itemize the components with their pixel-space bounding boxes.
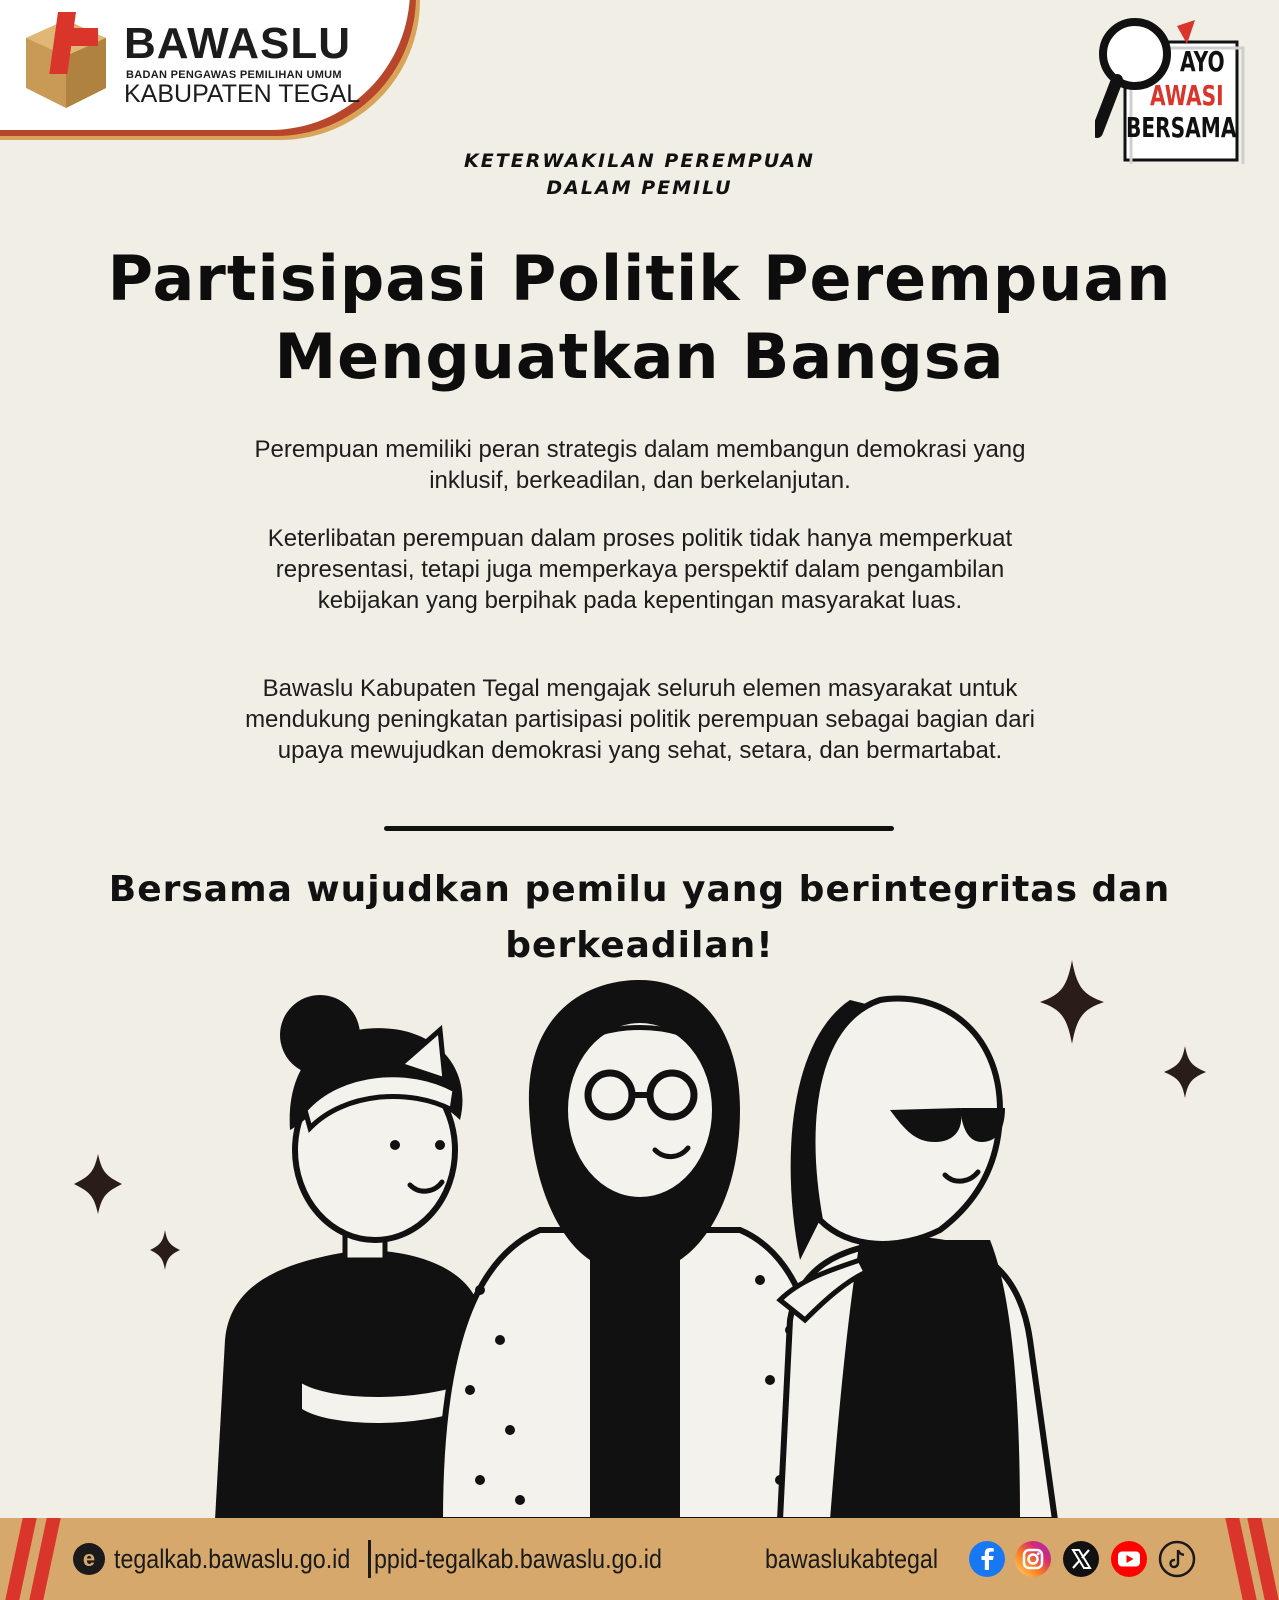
body-paragraph: Bawaslu Kabupaten Tegal mengajak seluruh elemen masyarakat untuk mendukung peningkatan partisipasi politik perempuan sebagai bagian dari upaya mewujudkan demokrasi yang sehat, setara, dan bermartabat. [245, 675, 1035, 764]
page-title-line: Menguatkan Bangsa [274, 320, 1005, 393]
footer [0, 1518, 1279, 1600]
x-icon[interactable] [1062, 1540, 1100, 1578]
tagline-line-3: BERSAMA [1126, 111, 1237, 144]
kicker-line: KETERWAKILAN PEREMPUAN [464, 150, 815, 172]
kicker-line: DALAM PEMILU [546, 177, 733, 199]
svg-text:e: e [82, 1546, 96, 1571]
woman-right [780, 998, 1055, 1520]
women-illustration [0, 960, 1279, 1520]
website-link[interactable]: tegalkab.bawaslu.go.id [114, 1544, 351, 1574]
social-handle[interactable]: bawaslukabtegal [765, 1544, 938, 1574]
kicker [0, 148, 1279, 202]
footer-separator [368, 1540, 371, 1578]
logo-title: BAWASLU [124, 19, 351, 68]
call-to-action-line: berkeadilan! [505, 925, 774, 966]
divider [384, 826, 894, 831]
call-to-action [0, 862, 1279, 974]
page-title-line: Partisipasi Politik Perempuan [107, 242, 1172, 315]
tagline-line-2: AWASI [1150, 79, 1224, 112]
logo-subtitle: BADAN PENGAWAS PEMILIHAN UMUM [126, 69, 342, 81]
facebook-icon[interactable] [968, 1540, 1006, 1578]
tagline-line-1: AYO [1180, 45, 1225, 78]
web-icon [72, 1542, 106, 1576]
call-to-action-line: Bersama wujudkan pemilu yang berintegritas dan [108, 869, 1171, 910]
woman-middle [440, 980, 830, 1520]
youtube-icon[interactable] [1110, 1540, 1148, 1578]
logo-region: KABUPATEN TEGAL [124, 80, 361, 108]
body-paragraph: Keterlibatan perempuan dalam proses politik tidak hanya memperkuat representasi, tetapi juga memperkaya perspektif dalam pengambilan kebijakan yang berpihak pada kepentingan masyarakat luas. [267, 525, 1013, 614]
bawaslu-logo-icon [18, 12, 114, 112]
ppid-link[interactable]: ppid-tegalkab.bawaslu.go.id [374, 1544, 662, 1574]
tiktok-icon[interactable] [1158, 1540, 1196, 1578]
body-paragraph: Perempuan memiliki peran strategis dalam membangun demokrasi yang inklusif, berkeadilan, dan berkelanjutan. [254, 436, 1026, 494]
instagram-icon[interactable] [1014, 1540, 1052, 1578]
page-title [0, 240, 1279, 396]
